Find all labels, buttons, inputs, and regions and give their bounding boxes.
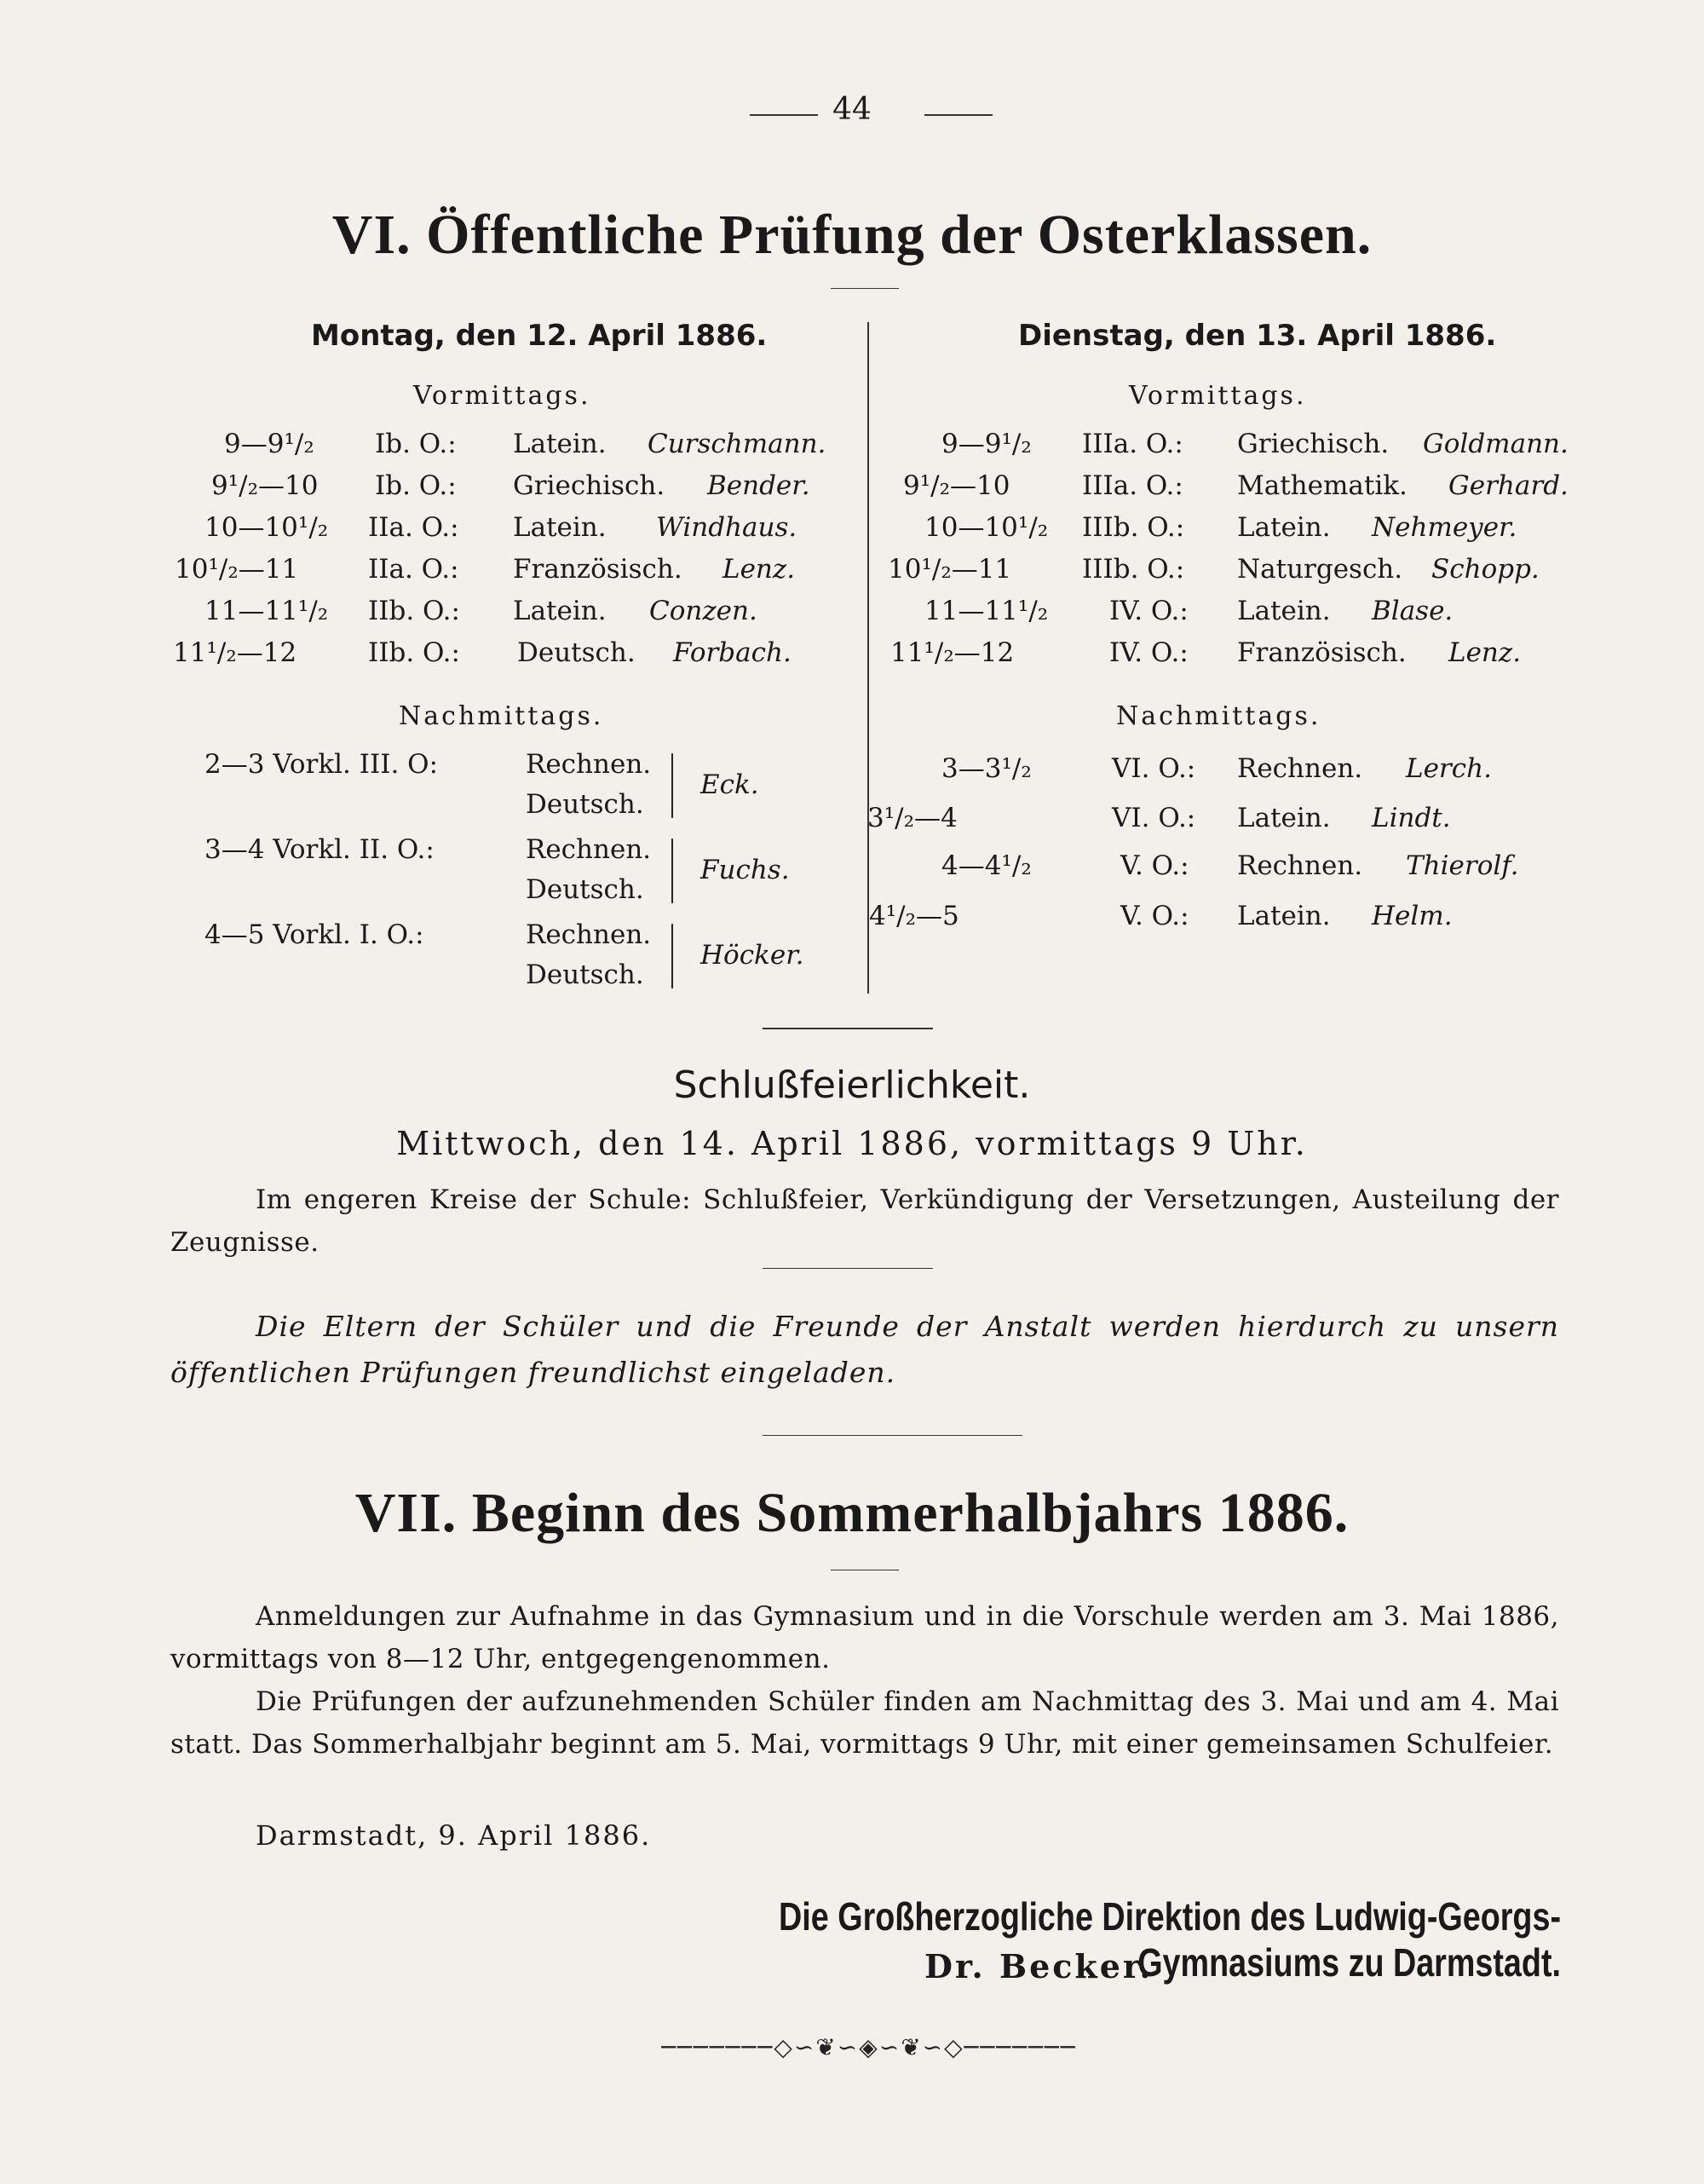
monday-morning-subject-4: Französisch. (513, 554, 682, 585)
closing-text: Im engeren Kreise der Schule: Schlußfeier, Verkündigung der Versetzungen, Austeilung der Zeugnisse. (170, 1184, 1559, 1258)
monday-afternoon-subject-1b: Deutsch. (526, 789, 644, 820)
monday-morning-teacher-4: Lenz. (722, 554, 796, 585)
tuesday-afternoon-teacher-3: Thierolf. (1406, 850, 1519, 881)
exam-text: Die Prüfungen der aufzunehmenden Schüler finden am Nachmittag des 3. Mai und am 4. Mai statt. Das Sommerhalbjahr beginnt am 5. Mai, vormittags 9 Uhr, mit einer gemeinsamen Schulfeier. (170, 1686, 1559, 1760)
monday-morning-teacher-1: Curschmann. (648, 429, 826, 459)
place-date: Darmstadt, 9. April 1886. (256, 1819, 652, 1852)
tuesday-morning-class-6: IV. O.: (1109, 637, 1189, 668)
tuesday-afternoon-teacher-1: Lerch. (1406, 753, 1492, 784)
monday-afternoon-label: Nachmittags. (399, 701, 604, 731)
monday-header: Montag, den 12. April 1886. (311, 319, 768, 353)
tuesday-morning-subject-3: Latein. (1237, 512, 1331, 543)
tuesday-afternoon-subject-2: Latein. (1237, 803, 1331, 833)
monday-afternoon-brace-3 (671, 924, 680, 988)
monday-afternoon-subject-2a: Rechnen. (526, 834, 652, 865)
monday-afternoon-teacher-3: Höcker. (700, 940, 804, 971)
monday-afternoon-timeclass-3: 4—5 Vorkl. I. O.: (204, 919, 424, 950)
tuesday-afternoon-time-2: 3¹/₂—4 (867, 803, 958, 833)
tuesday-afternoon-class-2: VI. O.: (1112, 803, 1196, 833)
tuesday-afternoon-subject-3: Rechnen. (1237, 850, 1363, 881)
monday-morning-subject-2: Griechisch. (513, 470, 665, 501)
tuesday-morning-class-4: IIIb. O.: (1082, 554, 1185, 585)
monday-afternoon-teacher-2: Fuchs. (700, 855, 790, 885)
ornament-divider-icon: ───────◇∽❦∽◈∽❦∽◇─────── (661, 2033, 1077, 2061)
tuesday-morning-subject-6: Französisch. (1237, 637, 1407, 668)
monday-afternoon-subject-2b: Deutsch. (526, 874, 644, 905)
monday-morning-time-4: 10¹/₂—11 (175, 554, 299, 585)
registration-text: Anmeldungen zur Aufnahme in das Gymnasium und in die Vorschule werden am 3. Mai 1886, vormittags von 8—12 Uhr, entgegengenommen. (170, 1601, 1559, 1674)
tuesday-morning-teacher-3: Nehmeyer. (1372, 512, 1517, 543)
tuesday-morning-time-5: 11—11¹/₂ (924, 596, 1049, 626)
monday-morning-class-5: IIb. O.: (368, 596, 460, 626)
tuesday-morning-class-1: IIIa. O.: (1082, 429, 1183, 459)
closing-date: Mittwoch, den 14. April 1886, vormittags 9 Uhr. (396, 1125, 1308, 1162)
monday-afternoon-timeclass-1: 2—3 Vorkl. III. O: (204, 749, 439, 780)
monday-afternoon-subject-1a: Rechnen. (526, 749, 652, 780)
tuesday-morning-time-1: 9—9¹/₂ (941, 429, 1032, 459)
tuesday-morning-subject-2: Mathematik. (1237, 470, 1408, 501)
divider-1 (763, 1028, 933, 1029)
monday-afternoon-teacher-1: Eck. (700, 769, 759, 800)
monday-morning-class-3: IIa. O.: (368, 512, 459, 543)
tuesday-morning-class-3: IIIb. O.: (1082, 512, 1185, 543)
monday-morning-teacher-6: Forbach. (673, 637, 792, 668)
title-divider (831, 288, 899, 289)
tuesday-afternoon-subject-4: Latein. (1237, 901, 1331, 931)
tuesday-afternoon-time-4: 4¹/₂—5 (869, 901, 959, 931)
tuesday-afternoon-class-4: V. O.: (1120, 901, 1189, 931)
closing-title: Schlußfeierlichkeit. (673, 1063, 1031, 1107)
tuesday-morning-time-3: 10—10¹/₂ (924, 512, 1049, 543)
monday-morning-time-1: 9—9¹/₂ (224, 429, 314, 459)
monday-morning-time-6: 11¹/₂—12 (173, 637, 297, 668)
monday-morning-teacher-2: Bender. (707, 470, 810, 501)
monday-afternoon-timeclass-2: 3—4 Vorkl. II. O.: (204, 834, 435, 865)
signature-name: Dr. Becker. (924, 1947, 1154, 1985)
monday-afternoon-subject-3a: Rechnen. (526, 919, 652, 950)
monday-morning-subject-6: Deutsch. (517, 637, 636, 668)
monday-morning-class-2: Ib. O.: (375, 470, 457, 501)
monday-morning-label: Vormittags. (413, 381, 591, 411)
tuesday-afternoon-label: Nachmittags. (1116, 701, 1321, 731)
page-number: 44 (832, 92, 872, 127)
monday-afternoon-brace-2 (671, 838, 680, 903)
tuesday-header: Dienstag, den 13. April 1886. (1018, 319, 1497, 353)
tuesday-afternoon-teacher-2: Lindt. (1372, 803, 1451, 833)
tuesday-morning-teacher-2: Gerhard. (1448, 470, 1569, 501)
tuesday-morning-subject-5: Latein. (1237, 596, 1331, 626)
monday-morning-subject-1: Latein. (513, 429, 607, 459)
monday-morning-time-2: 9¹/₂—10 (211, 470, 319, 501)
section-6-title: VI. Öffentliche Prüfung der Osterklassen. (331, 204, 1373, 266)
monday-morning-teacher-5: Conzen. (649, 596, 757, 626)
divider-2 (763, 1268, 933, 1269)
monday-morning-class-1: Ib. O.: (375, 429, 457, 459)
tuesday-morning-class-5: IV. O.: (1109, 596, 1189, 626)
section-7-title: VII. Beginn des Sommerhalbjahrs 1886. (354, 1482, 1350, 1544)
tuesday-morning-time-4: 10¹/₂—11 (888, 554, 1012, 585)
tuesday-afternoon-teacher-4: Helm. (1372, 901, 1453, 931)
monday-morning-teacher-3: Windhaus. (656, 512, 797, 543)
divider-3 (763, 1435, 1022, 1436)
tuesday-morning-class-2: IIIa. O.: (1082, 470, 1183, 501)
tuesday-afternoon-class-3: V. O.: (1120, 850, 1189, 881)
tuesday-morning-teacher-5: Blase. (1372, 596, 1454, 626)
column-divider (867, 322, 869, 994)
monday-morning-subject-3: Latein. (513, 512, 607, 543)
tuesday-morning-label: Vormittags. (1129, 381, 1307, 411)
tuesday-afternoon-time-1: 3—3¹/₂ (941, 753, 1032, 784)
invitation-text: Die Eltern der Schüler und die Freunde der Anstalt werden hierdurch zu unsern öffentlichen Prüfungen freundlichst eingeladen. (170, 1310, 1559, 1389)
monday-morning-time-3: 10—10¹/₂ (204, 512, 329, 543)
tuesday-morning-time-6: 11¹/₂—12 (890, 637, 1015, 668)
signature-org: Die Großherzogliche Direktion des Ludwig-Georgs-Gymnasiums zu Darmstadt. (779, 1894, 1561, 1985)
monday-morning-class-6: IIb. O.: (368, 637, 460, 668)
tuesday-afternoon-time-3: 4—4¹/₂ (941, 850, 1032, 881)
monday-morning-class-4: IIa. O.: (368, 554, 459, 585)
tuesday-morning-subject-4: Naturgesch. (1237, 554, 1403, 585)
tuesday-morning-subject-1: Griechisch. (1237, 429, 1390, 459)
page-number-rule-right (924, 114, 993, 116)
monday-morning-subject-5: Latein. (513, 596, 607, 626)
tuesday-morning-teacher-1: Goldmann. (1423, 429, 1569, 459)
tuesday-morning-teacher-6: Lenz. (1448, 637, 1522, 668)
tuesday-afternoon-subject-1: Rechnen. (1237, 753, 1363, 784)
tuesday-morning-teacher-4: Schopp. (1431, 554, 1540, 585)
tuesday-afternoon-class-1: VI. O.: (1112, 753, 1196, 784)
tuesday-morning-time-2: 9¹/₂—10 (903, 470, 1010, 501)
monday-afternoon-brace-1 (671, 753, 680, 818)
monday-afternoon-subject-3b: Deutsch. (526, 959, 644, 990)
monday-morning-time-5: 11—11¹/₂ (204, 596, 329, 626)
